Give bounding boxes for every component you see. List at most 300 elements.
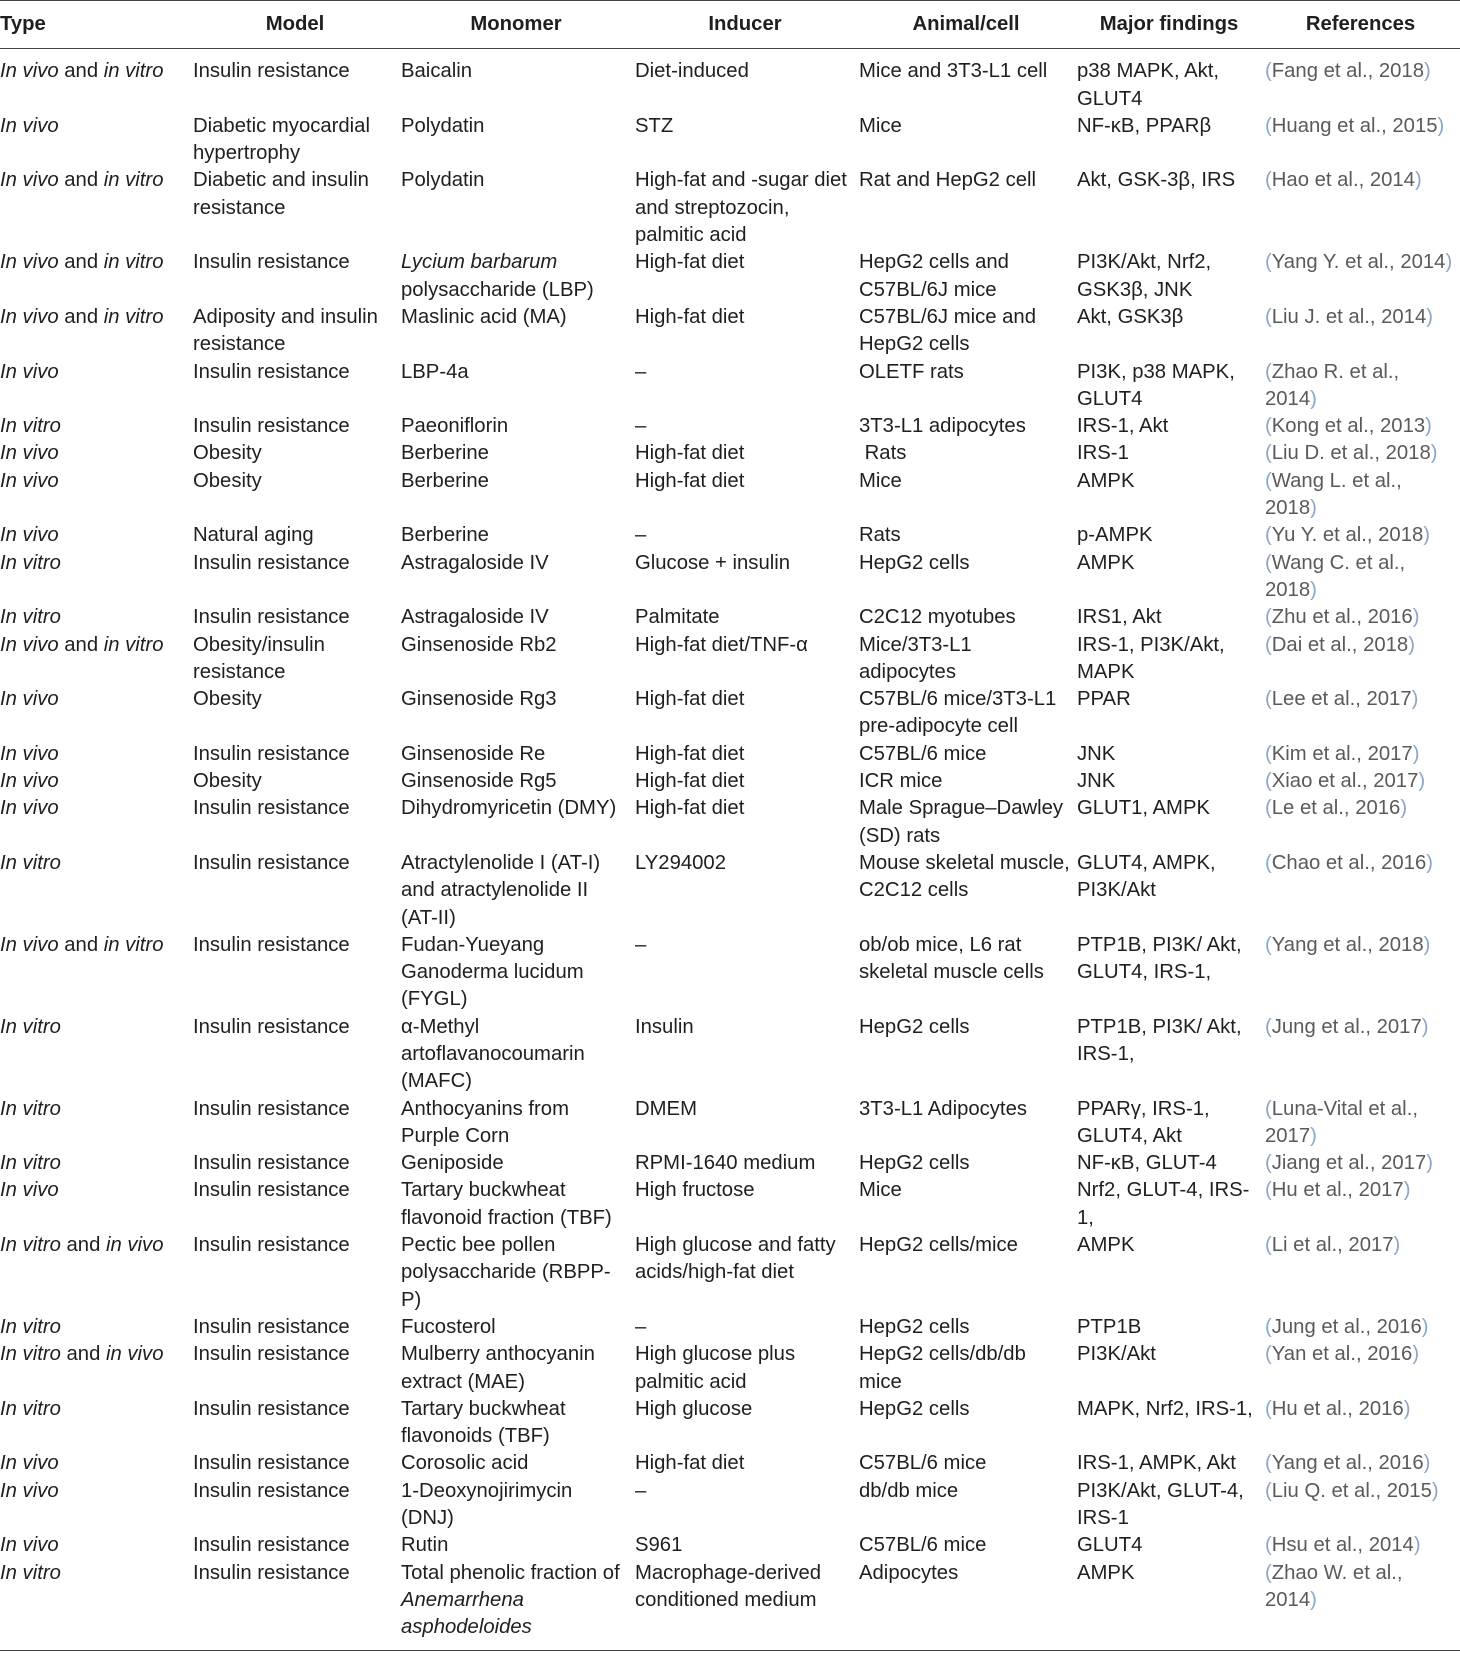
cell-text-segment: in vivo [105,1343,164,1366]
cell-monomer [401,1560,635,1650]
cell-monomer [401,632,635,687]
cell-type [0,1341,193,1396]
reference-link[interactable]: Xiao et al., 2017 [1271,770,1419,793]
cell-reference[interactable] [1265,468,1460,523]
cell-type [0,359,193,414]
close-paren: ) [1423,933,1431,956]
cell-type [0,686,193,741]
close-paren: ) [1426,1152,1434,1175]
reference-link[interactable]: Yang Y. et al., 2014 [1271,251,1446,274]
cell-text-segment: Geniposide [401,1152,504,1175]
close-paren: ) [1310,1124,1317,1147]
open-paren: ( [1265,360,1272,383]
cell-text-segment: Lycium barbarum [401,251,558,274]
cell-text-segment: and [60,1234,106,1257]
cell-text-segment: In vitro [0,1397,61,1420]
cell-monomer [401,1014,635,1096]
cell-reference[interactable] [1265,768,1460,795]
cell-text-segment: In vivo [0,442,59,465]
cell-reference[interactable] [1265,1532,1460,1559]
cell-model: Obesity [193,770,262,793]
cell-text-segment: Anemarrhena asphodeloides [401,1588,532,1639]
header-inducer: Inducer [635,1,859,49]
cell-major-findings: PPARγ, IRS-1, GLUT4, Akt [1077,1097,1210,1147]
cell-major-findings: Akt, GSK3β [1077,305,1184,328]
cell-monomer [401,850,635,932]
cell-reference[interactable] [1265,1314,1460,1341]
cell-model: Insulin resistance [193,1315,350,1338]
header-row [0,1,1460,49]
cell-text-segment: In vitro [0,1234,61,1257]
cell-text-segment: Astragaloside IV [401,606,549,629]
cell-reference[interactable] [1265,550,1460,605]
table-row [0,359,1460,414]
reference-link[interactable]: Liu D. et al., 2018 [1271,442,1431,465]
cell-inducer: Palmitate [635,606,720,629]
cell-type [0,522,193,549]
cell-reference[interactable] [1265,359,1460,414]
cell-text-segment: Anthocyanins from Purple Corn [401,1097,569,1147]
open-paren: ( [1265,1152,1272,1175]
cell-text-segment: and [58,305,104,328]
cell-text-segment: α-Methyl artoflavanocoumarin (MAFC) [401,1015,585,1093]
cell-reference[interactable] [1265,686,1460,741]
table-row [0,741,1460,768]
cell-text-segment: 1-Deoxynojirimycin (DNJ) [401,1479,573,1530]
cell-type [0,932,193,1014]
header-references: References [1265,1,1460,49]
cell-type [0,1096,193,1151]
cell-model: Insulin resistance [193,1560,401,1650]
close-paren: ) [1418,770,1426,793]
cell-model: Diabetic myocardial hypertrophy [193,114,370,165]
reference-link[interactable]: Yu Y. et al., 2018 [1271,524,1424,547]
cell-text-segment: In vivo [0,770,59,793]
cell-inducer: LY294002 [635,851,726,874]
cell-reference[interactable] [1265,1096,1460,1151]
cell-monomer [401,522,635,549]
table-row [0,550,1460,605]
table-row [0,1150,1460,1177]
cell-text-segment: in vitro [103,169,164,192]
table-row [0,686,1460,741]
cell-inducer: High-fat diet [635,469,745,492]
cell-text-segment: Baicalin [401,60,473,83]
cell-model: Obesity [193,469,262,492]
cell-type [0,1014,193,1096]
open-paren: ( [1265,1315,1272,1338]
close-paren: ) [1430,442,1438,465]
cell-monomer [401,468,635,523]
cell-reference[interactable] [1265,1177,1460,1232]
cell-inducer: High glucose and fatty acids/high-fat diet [635,1234,836,1284]
table-row [0,1341,1460,1396]
reference-link[interactable]: Liu J. et al., 2014 [1271,305,1427,328]
cell-model: Insulin resistance [193,251,350,274]
cell-text-segment: In vivo [0,114,59,137]
cell-text-segment: In vitro [0,1315,61,1338]
cell-model: Insulin resistance [193,1397,350,1420]
cell-major-findings: GLUT1, AMPK [1077,797,1210,820]
cell-major-findings: p38 MAPK, Akt, GLUT4 [1077,60,1220,110]
reference-link[interactable]: Dai et al., 2018 [1271,633,1409,656]
cell-text-segment: In vitro [0,851,61,874]
reference-link[interactable]: Yang et al., 2016 [1271,1452,1424,1475]
cell-inducer: – [635,524,647,547]
cell-text-segment: In vivo [0,169,59,192]
cell-monomer [401,1096,635,1151]
cell-animal-cell: HepG2 cells [859,1397,970,1420]
reference-link[interactable]: Luna-Vital et al., 2017 [1265,1097,1418,1147]
cell-inducer: High-fat diet [635,742,745,765]
table-row [0,522,1460,549]
reference-link[interactable]: Huang et al., 2015 [1271,114,1438,137]
cell-animal-cell: HepG2 cells [859,1315,970,1338]
cell-text-segment: in vitro [103,633,164,656]
close-paren: ) [1426,305,1433,328]
cell-text-segment: In vivo [0,742,59,765]
cell-type [0,1314,193,1341]
cell-reference[interactable] [1265,632,1460,687]
cell-model: Insulin resistance [193,1452,350,1475]
cell-animal-cell: Rats [859,442,907,465]
cell-major-findings: GLUT4, AMPK, PI3K/Akt [1077,851,1216,902]
cell-inducer: – [635,415,647,438]
cell-monomer [401,1150,635,1177]
cell-type [0,1560,193,1650]
table-row [0,1532,1460,1559]
cell-type [0,550,193,605]
cell-text-segment: In vivo [0,797,59,820]
cell-inducer: High-fat diet [635,1452,745,1475]
reference-link[interactable]: Wang L. et al., 2018 [1265,469,1402,520]
cell-type [0,632,193,687]
reference-link[interactable]: Hu et al., 2016 [1271,1397,1404,1420]
open-paren: ( [1265,1534,1272,1557]
cell-major-findings: MAPK, Nrf2, IRS-1, [1077,1397,1253,1420]
cell-monomer [401,768,635,795]
cell-text-segment: Tartary buckwheat flavonoids (TBF) [401,1397,566,1448]
cell-monomer [401,413,635,440]
cell-text-segment: In vivo [0,60,59,83]
cell-text-segment: In vivo [0,1452,59,1475]
cell-type [0,1177,193,1232]
cell-reference[interactable] [1265,850,1460,932]
cell-major-findings: IRS-1, AMPK, Akt [1077,1452,1236,1475]
close-paren: ) [1310,578,1317,601]
cell-major-findings: NF-κB, GLUT-4 [1077,1152,1217,1175]
open-paren: ( [1265,524,1272,547]
cell-reference[interactable] [1265,249,1460,304]
cell-major-findings: GLUT4 [1077,1534,1143,1557]
cell-reference[interactable] [1265,167,1460,249]
cell-animal-cell: Mice and 3T3-L1 cell [859,60,1048,83]
cell-text-segment: Maslinic acid (MA) [401,305,567,328]
cell-model: Insulin resistance [193,742,350,765]
open-paren: ( [1265,305,1272,328]
cell-major-findings: PTP1B, PI3K/ Akt, GLUT4, IRS-1, [1077,933,1242,984]
cell-reference[interactable] [1265,1150,1460,1177]
cell-animal-cell: HepG2 cells/db/db mice [859,1343,1032,1393]
table-row [0,1014,1460,1096]
cell-model: Insulin resistance [193,1234,350,1257]
cell-model: Diabetic and insulin resistance [193,169,369,219]
cell-animal-cell: db/db mice [859,1479,959,1502]
reference-link[interactable]: Hao et al., 2014 [1271,169,1415,192]
cell-animal-cell: HepG2 cells [859,551,970,574]
cell-animal-cell: 3T3-L1 Adipocytes [859,1097,1027,1120]
close-paren: ) [1310,497,1317,520]
close-paren: ) [1413,1534,1421,1557]
reference-link[interactable]: Kong et al., 2013 [1271,415,1426,438]
close-paren: ) [1393,1234,1401,1257]
cell-type [0,113,193,168]
close-paren: ) [1445,251,1453,274]
cell-inducer: High-fat diet [635,688,745,711]
cell-inducer: Glucose + insulin [635,551,791,574]
cell-animal-cell: Mouse skeletal muscle, C2C12 cells [859,851,1076,902]
cell-text-segment: Dihydromyricetin (DMY) [401,797,617,820]
cell-reference[interactable] [1265,1232,1460,1314]
cell-major-findings: PTP1B [1077,1315,1142,1338]
cell-model: Insulin resistance [193,1534,350,1557]
cell-monomer [401,440,635,467]
cell-inducer: – [635,1479,647,1502]
cell-type [0,1150,193,1177]
cell-reference[interactable] [1265,932,1460,1014]
cell-animal-cell: Mice [859,114,902,137]
cell-reference[interactable] [1265,1450,1460,1477]
cell-reference[interactable] [1265,604,1460,631]
cell-model: Natural aging [193,524,314,547]
cell-text-segment: Fudan-Yueyang Ganoderma lucidum (FYGL) [401,933,584,1011]
cell-inducer: – [635,933,647,956]
cell-text-segment: Mulberry anthocyanin extract (MAE) [401,1343,595,1393]
reference-link[interactable]: Yan et al., 2016 [1271,1343,1413,1366]
cell-animal-cell: HepG2 cells and C57BL/6J mice [859,251,1015,301]
cell-inducer: – [635,360,647,383]
reference-link[interactable]: Hsu et al., 2014 [1271,1534,1414,1557]
cell-model: Insulin resistance [193,797,350,820]
reference-link[interactable]: Zhu et al., 2016 [1271,606,1413,629]
cell-model: Obesity/insulin resistance [193,633,325,683]
cell-inducer: Insulin [635,1015,694,1038]
reference-link[interactable]: Jung et al., 2016 [1271,1315,1422,1338]
reference-link[interactable]: Kim et al., 2017 [1271,742,1413,765]
reference-link[interactable]: Jung et al., 2017 [1271,1015,1422,1038]
cell-text-segment: In vitro [0,1561,61,1584]
cell-inducer: High-fat diet [635,305,745,328]
close-paren: ) [1431,1479,1439,1502]
reference-link[interactable]: Fang et al., 2018 [1271,60,1424,83]
cell-inducer: RPMI-1640 medium [635,1152,816,1175]
cell-inducer: Diet-induced [635,60,749,83]
open-paren: ( [1265,551,1272,574]
cell-text-segment: Corosolic acid [401,1452,529,1475]
cell-inducer: DMEM [635,1097,697,1120]
cell-reference[interactable] [1265,795,1460,850]
close-paren: ) [1421,1315,1429,1338]
reference-link[interactable]: Jiang et al., 2017 [1271,1152,1427,1175]
open-paren: ( [1265,606,1272,629]
cell-text-segment: Fucosterol [401,1315,496,1338]
reference-link[interactable]: Yang et al., 2018 [1271,933,1424,956]
table-row [0,1314,1460,1341]
open-paren: ( [1265,851,1272,874]
cell-major-findings: PI3K/Akt, GLUT-4, IRS-1 [1077,1479,1244,1530]
cell-model: Insulin resistance [193,1097,350,1120]
close-paren: ) [1403,1179,1411,1202]
cell-monomer [401,1314,635,1341]
cell-type [0,1532,193,1559]
cell-animal-cell: Rat and HepG2 cell [859,169,1036,192]
cell-type [0,741,193,768]
reference-link[interactable]: Liu Q. et al., 2015 [1271,1479,1432,1502]
cell-animal-cell: ob/ob mice, L6 rat skeletal muscle cells [859,933,1044,984]
cell-model: Insulin resistance [193,851,350,874]
cell-animal-cell: Mice/3T3-L1 adipocytes [859,633,978,683]
close-paren: ) [1414,169,1422,192]
cell-model: Insulin resistance [193,933,350,956]
cell-reference[interactable] [1265,413,1460,440]
close-paren: ) [1421,1015,1429,1038]
close-paren: ) [1412,606,1420,629]
cell-major-findings: IRS1, Akt [1077,606,1162,629]
cell-animal-cell: C57BL/6 mice [859,1452,987,1475]
table-row [0,604,1460,631]
reference-link[interactable]: Wang C. et al., 2018 [1265,551,1406,601]
cell-reference[interactable] [1265,1014,1460,1096]
cell-type [0,49,193,113]
cell-reference[interactable] [1265,113,1460,168]
cell-monomer [401,249,635,304]
cell-major-findings: Akt, GSK-3β, IRS [1077,169,1236,192]
cell-animal-cell: HepG2 cells [859,1152,970,1175]
table-header [0,1,1460,49]
reference-link[interactable]: Le et al., 2016 [1271,797,1401,820]
cell-text-segment: In vitro [0,415,61,438]
cell-text-segment: and [58,251,104,274]
cell-animal-cell: Rats [859,524,901,547]
cell-animal-cell: Male Sprague–Dawley (SD) rats [859,797,1069,847]
cell-reference[interactable] [1265,1341,1460,1396]
reference-link[interactable]: Zhao R. et al., 2014 [1265,360,1400,410]
table-row [0,113,1460,168]
cell-model: Insulin resistance [193,1015,350,1038]
cell-text-segment: in vivo [105,1234,164,1257]
cell-reference[interactable] [1265,49,1460,113]
cell-inducer: High glucose [635,1397,753,1420]
open-paren: ( [1265,169,1272,192]
cell-text-segment: In vivo [0,469,59,492]
cell-text-segment: in vitro [103,933,164,956]
cell-reference[interactable] [1265,741,1460,768]
table-row [0,167,1460,249]
cell-text-segment: Ginsenoside Rb2 [401,633,557,656]
cell-monomer [401,167,635,249]
reference-link[interactable]: Lee et al., 2017 [1271,688,1412,711]
cell-major-findings: JNK [1077,770,1116,793]
cell-reference[interactable] [1265,440,1460,467]
cell-text-segment: Polydatin [401,169,485,192]
open-paren: ( [1265,1343,1272,1366]
reference-link[interactable]: Li et al., 2017 [1271,1234,1394,1257]
cell-reference[interactable] [1265,1560,1460,1650]
table-row [0,632,1460,687]
cell-text-segment: Rutin [401,1534,449,1557]
cell-type [0,850,193,932]
cell-type [0,468,193,523]
header-major-findings: Major findings [1077,1,1265,49]
open-paren: ( [1265,770,1272,793]
cell-text-segment: In vitro [0,606,61,629]
cell-monomer [401,932,635,1014]
close-paren: ) [1425,415,1432,438]
cell-monomer [401,49,635,113]
cell-animal-cell: C57BL/6 mice [859,1534,987,1557]
cell-text-segment: In vivo [0,1479,59,1502]
cell-type [0,1450,193,1477]
cell-type [0,440,193,467]
cell-type [0,304,193,359]
cell-type [0,167,193,249]
cell-animal-cell: HepG2 cells/mice [859,1234,1018,1257]
open-paren: ( [1265,1452,1272,1475]
cell-text-segment: and [58,933,104,956]
cell-animal-cell: HepG2 cells [859,1015,970,1038]
cell-monomer [401,304,635,359]
cell-animal-cell: Mice [859,1179,902,1202]
cell-monomer [401,741,635,768]
cell-reference[interactable] [1265,1396,1460,1451]
cell-major-findings: PI3K/Akt, Nrf2, GSK3β, JNK [1077,251,1212,301]
reference-link[interactable]: Zhao W. et al., 2014 [1265,1561,1403,1611]
cell-text-segment: In vivo [0,1534,59,1557]
close-paren: ) [1400,797,1408,820]
cell-monomer [401,1177,635,1232]
cell-reference[interactable] [1265,1478,1460,1533]
cell-reference[interactable] [1265,522,1460,549]
cell-type [0,795,193,850]
cell-model: Insulin resistance [193,1479,350,1502]
cell-type [0,1232,193,1314]
close-paren: ) [1437,114,1445,137]
cell-major-findings: AMPK [1077,551,1135,574]
cell-monomer [401,113,635,168]
cell-model: Insulin resistance [193,415,350,438]
cell-text-segment: Atractylenolide I (AT-I) and atractylenolide II (AT-II) [401,851,601,929]
close-paren: ) [1403,1397,1411,1420]
table-row [0,932,1460,1014]
cell-major-findings: JNK [1077,742,1116,765]
cell-reference[interactable] [1265,304,1460,359]
reference-link[interactable]: Hu et al., 2017 [1271,1179,1404,1202]
table-row [0,1177,1460,1232]
cell-text-segment: Pectic bee pollen polysaccharide (RBPP-P) [401,1234,611,1311]
cell-text-segment: Ginsenoside Rg3 [401,688,557,711]
cell-inducer: High-fat diet [635,770,745,793]
cell-text-segment: polysaccharide (LBP) [401,278,594,301]
cell-text-segment: Ginsenoside Rg5 [401,770,557,793]
cell-text-segment: Polydatin [401,114,485,137]
cell-major-findings: PI3K, p38 MAPK, GLUT4 [1077,360,1235,410]
cell-animal-cell: Adipocytes [859,1560,1077,1650]
cell-type [0,249,193,304]
table-row [0,850,1460,932]
open-paren: ( [1265,633,1272,656]
reference-link[interactable]: Chao et al., 2016 [1271,851,1427,874]
cell-animal-cell: C2C12 myotubes [859,606,1016,629]
